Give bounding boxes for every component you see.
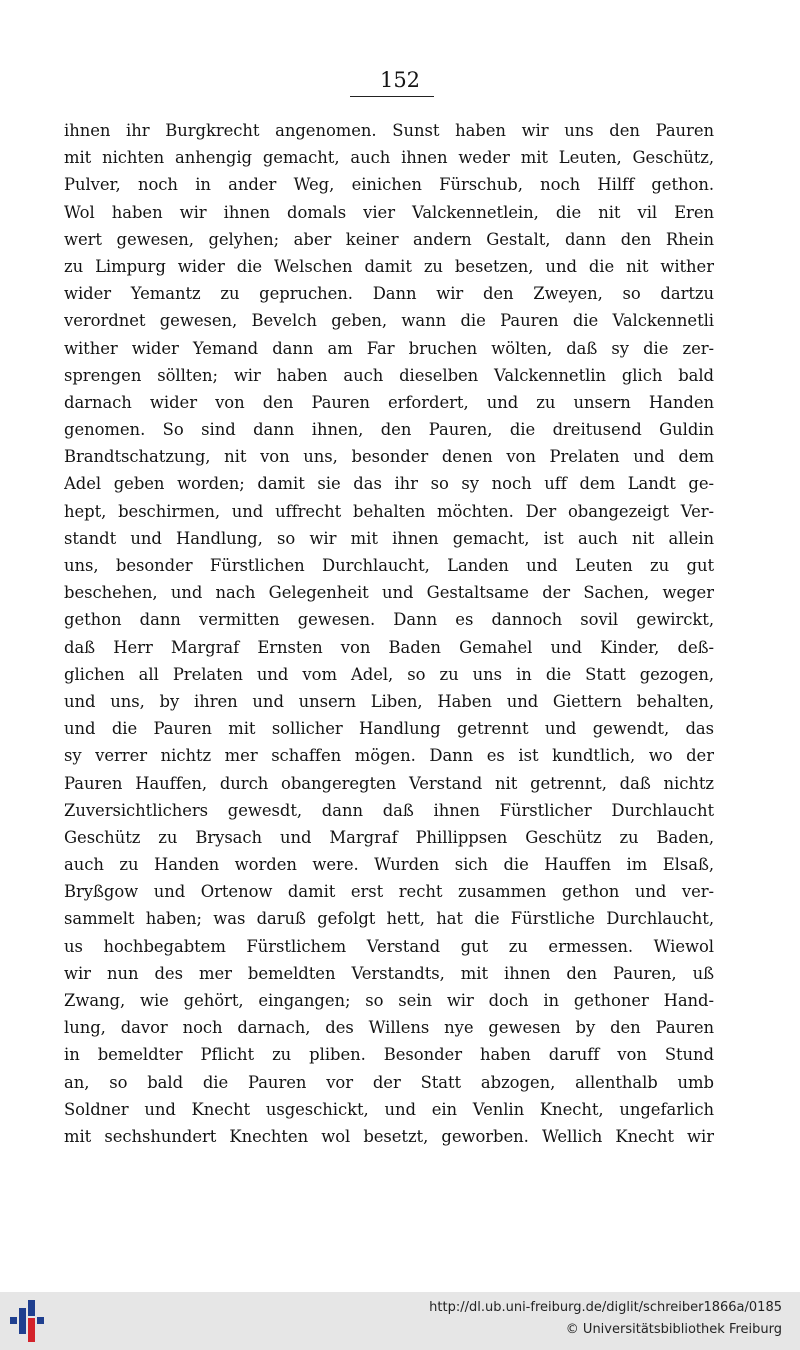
text-line: glichen all Prelaten und vom Adel, so zu uns in die Statt gezogen, <box>64 664 714 684</box>
text-line: wither wider Yemand dann am Far bruchen wölten, daß sy die zer- <box>64 338 714 358</box>
text-line: uns, besonder Fürstlichen Durchlaucht, Landen und Leuten zu gut <box>64 556 714 575</box>
text-line: und die Pauren mit sollicher Handlung getrennt und gewendt, das <box>64 719 714 739</box>
text-line: sprengen söllten; wir haben auch dieselben Valckennetlin glich bald <box>64 365 714 385</box>
text-line: ihnen ihr Burgkrecht angenomen. Sunst haben wir uns den Pauren <box>64 121 714 140</box>
text-line: standt und Handlung, so wir mit ihnen gemacht, ist auch nit allein <box>64 528 714 548</box>
text-line: Bryßgow und Ortenow damit erst recht zusammen gethon und ver- <box>64 882 714 902</box>
text-line: beschehen, und nach Gelegenheit und Gestaltsame der Sachen, weger <box>64 583 714 603</box>
page-number: 152 <box>379 68 421 92</box>
text-line: auch zu Handen worden were. Wurden sich die Hauffen im Elsaß, <box>64 855 714 875</box>
text-line: Pauren Hauffen, durch obangeregten Verstand nit getrennt, daß nichtz <box>64 773 714 793</box>
text-line: Brandtschatzung, nit von uns, besonder denen von Prelaten und dem <box>64 447 714 467</box>
text-line: Zuversichtlichers gewesdt, dann daß ihnen Fürstlicher Durchlaucht <box>64 800 714 820</box>
text-line: daß Herr Margraf Ernsten von Baden Gemahel und Kinder, deß- <box>64 637 714 657</box>
footer-copyright: © Universitätsbibliothek Freiburg <box>565 1322 782 1337</box>
text-line: Adel geben worden; damit sie das ihr so sy noch uff dem Landt ge- <box>64 474 714 494</box>
text-line: wir nun des mer bemeldten Verstandts, mit ihnen den Pauren, uß <box>64 963 714 983</box>
text-line: genomen. So sind dann ihnen, den Pauren, die dreitusend Guldin <box>64 420 714 440</box>
text-line: darnach wider von den Pauren erfordert, und zu unsern Handen <box>64 392 714 412</box>
text-line: Wol haben wir ihnen domals vier Valckennetlein, die nit vil Eren <box>64 202 714 222</box>
text-line: mit nichten anhengig gemacht, auch ihnen weder mit Leuten, Geschütz, <box>64 148 714 168</box>
footer-url[interactable]: http://dl.ub.uni-freiburg.de/diglit/schreiber1866a/0185 <box>429 1300 782 1315</box>
text-line: Pulver, noch in ander Weg, einichen Fürschub, noch Hilff gethon. <box>64 175 714 195</box>
text-line: zu Limpurg wider die Welschen damit zu besetzen, und die nit wither <box>64 256 714 276</box>
text-line: lung, davor noch darnach, des Willens nye gewesen by den Pauren <box>64 1018 714 1038</box>
page-number-rule <box>350 96 434 97</box>
text-line: und uns, by ihren und unsern Liben, Haben und Giettern behalten, <box>64 691 714 711</box>
text-line: us hochbegabtem Fürstlichem Verstand gut zu ermessen. Wiewol <box>64 936 714 956</box>
text-line: wider Yemantz zu gepruchen. Dann wir den Zweyen, so dartzu <box>64 284 714 304</box>
footer-bar <box>0 1292 800 1350</box>
text-block <box>64 117 714 1150</box>
text-line: sammelt haben; was daruß gefolgt hett, hat die Fürstliche Durchlaucht, <box>64 909 714 929</box>
text-line: Geschütz zu Brysach und Margraf Phillippsen Geschütz zu Baden, <box>64 827 714 847</box>
text-line: Soldner und Knecht usgeschickt, und ein Venlin Knecht, ungefarlich <box>64 1099 714 1119</box>
text-line: sy verrer nichtz mer schaffen mögen. Dann es ist kundtlich, wo der <box>64 746 714 766</box>
text-line: an, so bald die Pauren vor der Statt abzogen, allenthalb umb <box>64 1072 714 1092</box>
text-line: wert gewesen, gelyhen; aber keiner andern Gestalt, dann den Rhein <box>64 229 714 249</box>
text-line: hept, beschirmen, und uffrecht behalten möchten. Der obangezeigt Ver- <box>64 501 714 521</box>
text-line: mit sechshundert Knechten wol besetzt, geworben. Wellich Knecht wir <box>64 1126 714 1146</box>
ub-freiburg-logo-icon[interactable] <box>10 1300 44 1342</box>
text-line: gethon dann vermitten gewesen. Dann es dannoch sovil gewirckt, <box>64 610 714 630</box>
text-line: Zwang, wie gehört, eingangen; so sein wir doch in gethoner Hand- <box>64 991 714 1010</box>
text-line: in bemeldter Pflicht zu pliben. Besonder haben daruff von Stund <box>64 1045 714 1065</box>
text-line: verordnet gewesen, Bevelch geben, wann die Pauren die Valckennetli <box>64 311 714 331</box>
